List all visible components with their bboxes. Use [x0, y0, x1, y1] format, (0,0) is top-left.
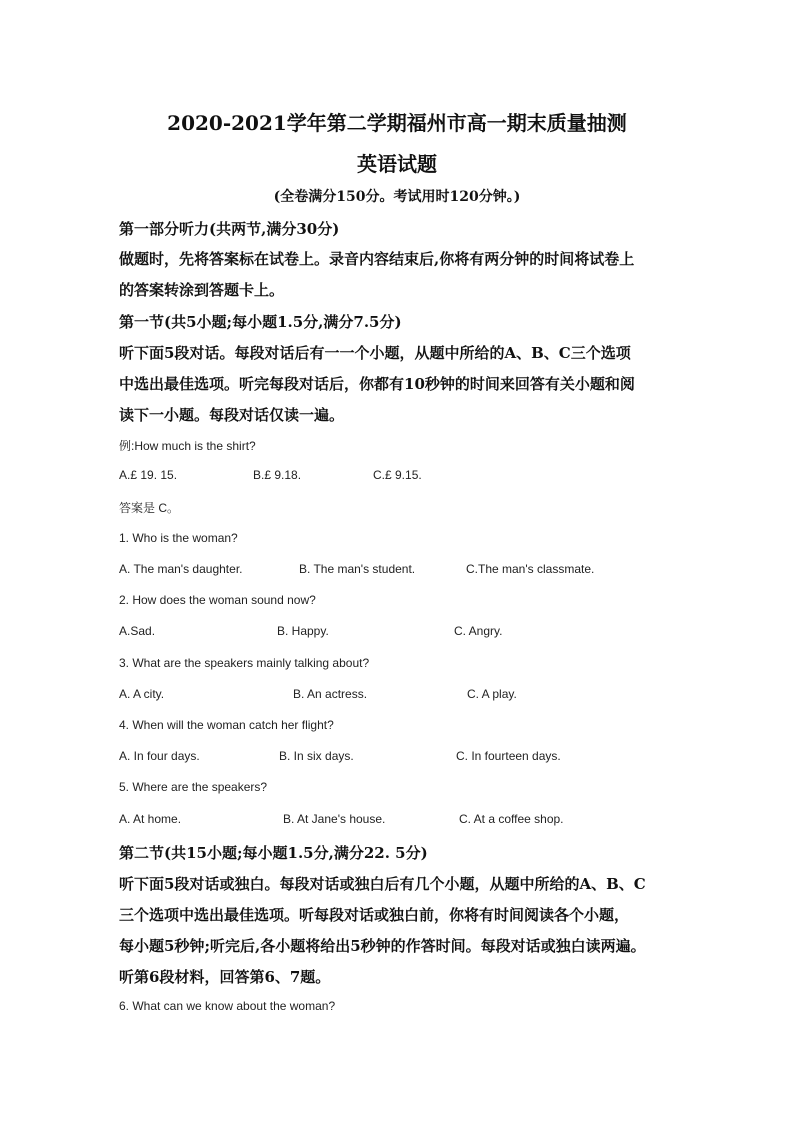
- q5-option-b: B. At Jane's house.: [283, 812, 386, 826]
- exam-note: (全卷满分150分。考试用时120分钟。): [273, 189, 521, 205]
- section2-instruction-line: 听第6段材料，回答第6、7题。: [119, 968, 331, 986]
- example-option-b: B.£ 9.18.: [253, 468, 302, 482]
- example-option-a: A.£ 19. 15.: [119, 468, 178, 482]
- part1-instruction-line: 的答案转涂到答题卡上。: [119, 281, 285, 299]
- question-6: 6. What can we know about the woman?: [119, 999, 336, 1013]
- part1-instruction-line: 做题时，先将答案标在试卷上。录音内容结束后,你将有两分钟的时间将试卷上: [119, 250, 635, 268]
- q2-option-c: C. Angry.: [454, 624, 503, 638]
- example-question: 例:How much is the shirt?: [119, 439, 256, 453]
- q3-option-c: C. A play.: [467, 687, 517, 701]
- exam-subject: 英语试题: [357, 152, 437, 176]
- exam-title: 2020-2021学年第二学期福州市高一期末质量抽测: [167, 111, 627, 135]
- q1-option-a: A. The man's daughter.: [119, 562, 243, 576]
- example-option-c: C.£ 9.15.: [373, 468, 422, 482]
- section2-instruction-line: 听下面5段对话或独白。每段对话或独白后有几个小题，从题中所给的A、B、C: [119, 875, 646, 893]
- q4-option-a: A. In four days.: [119, 749, 200, 763]
- section1-instruction-line: 听下面5段对话。每段对话后有一一个小题，从题中所给的A、B、C三个选项: [119, 344, 631, 362]
- question-2: 2. How does the woman sound now?: [119, 593, 316, 607]
- q5-option-a: A. At home.: [119, 812, 182, 826]
- section2-instruction-line: 三个选项中选出最佳选项。听每段对话或独白前，你将有时间阅读各个小题，: [119, 906, 630, 924]
- q1-option-c: C.The man's classmate.: [466, 562, 595, 576]
- q4-option-c: C. In fourteen days.: [456, 749, 561, 763]
- q3-option-a: A. A city.: [119, 687, 165, 701]
- part1-heading: 第一部分听力(共两节,满分30分): [119, 220, 340, 238]
- section2-instruction-line: 每小题5秒钟;听完后,各小题将给出5秒钟的作答时间。每段对话或独白读两遍。: [119, 937, 646, 955]
- q4-option-b: B. In six days.: [279, 749, 354, 763]
- section1-instruction-line: 读下一小题。每段对话仅读一遍。: [119, 406, 345, 424]
- q3-option-b: B. An actress.: [293, 687, 368, 701]
- q1-option-b: B. The man's student.: [299, 562, 416, 576]
- section1-instruction-line: 中选出最佳选项。听完每段对话后，你都有10秒钟的时间来回答有关小题和阅: [119, 375, 635, 393]
- question-5: 5. Where are the speakers?: [119, 780, 268, 794]
- example-answer: 答案是 C。: [119, 501, 180, 515]
- section2-heading: 第二节(共15小题;每小题1.5分,满分22. 5分): [119, 844, 428, 862]
- q2-option-a: A.Sad.: [119, 624, 156, 638]
- q5-option-c: C. At a coffee shop.: [459, 812, 564, 826]
- q2-option-b: B. Happy.: [277, 624, 329, 638]
- section1-heading: 第一节(共5小题;每小题1.5分,满分7.5分): [119, 313, 402, 331]
- question-3: 3. What are the speakers mainly talking about?: [119, 656, 370, 670]
- question-4: 4. When will the woman catch her flight?: [119, 718, 334, 732]
- question-1: 1. Who is the woman?: [119, 531, 238, 545]
